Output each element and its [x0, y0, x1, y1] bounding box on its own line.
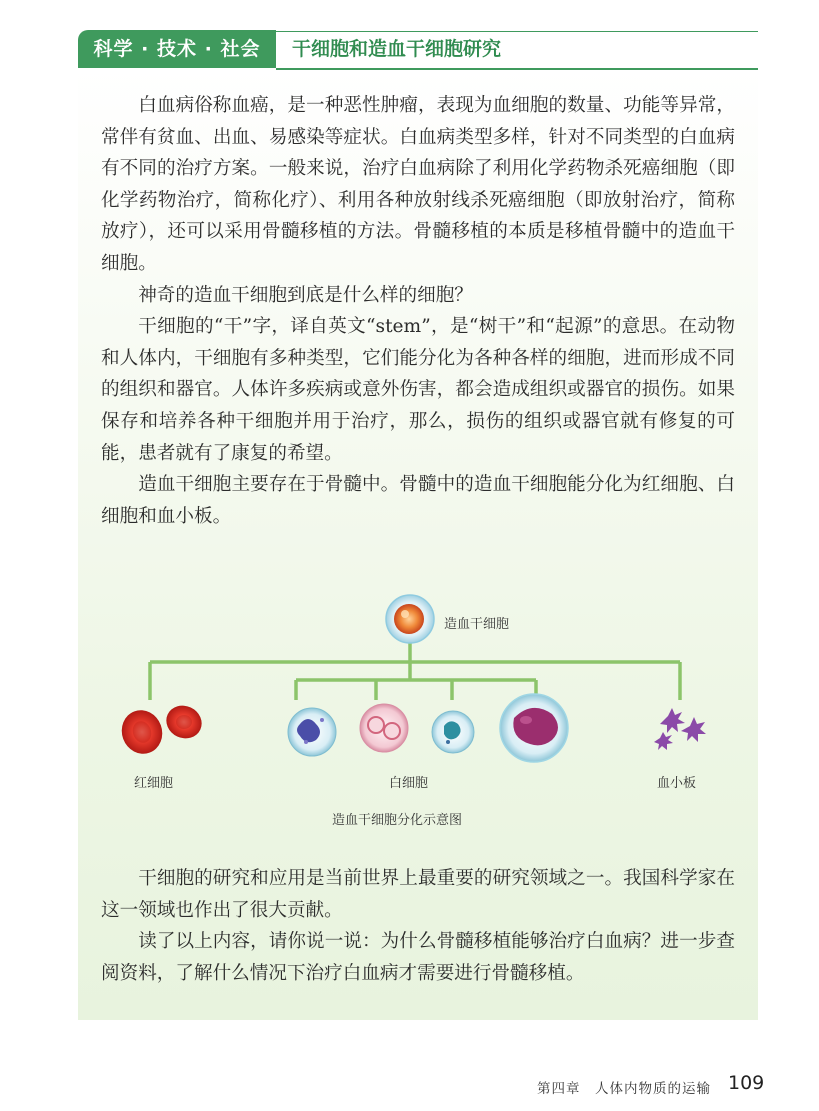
- white-cell-label: 白细胞: [389, 776, 429, 791]
- section-title: 干细胞和造血干细胞研究: [292, 38, 502, 60]
- differentiation-diagram: [100, 592, 736, 832]
- white-blood-cell-icon: [288, 694, 568, 762]
- platelet-label: 血小板: [657, 776, 697, 791]
- paragraph-question: 神奇的造血干细胞到底是什么样的细胞？: [138, 284, 473, 306]
- red-cell-label: 红细胞: [134, 776, 174, 791]
- stem-cell-icon: [386, 595, 434, 643]
- body-text-top: [101, 90, 735, 532]
- paragraph-hematopoietic: 造血干细胞主要存在于骨髓中。骨髓中的造血干细胞能分化为红细胞、白细胞和血小板。: [101, 474, 735, 527]
- page-number: 109: [728, 1072, 765, 1094]
- paragraph-exercise: 读了以上内容，请你说一说：为什么骨髓移植能够治疗白血病？进一步查阅资料，了解什么情况下治疗白血病才需要进行骨髓移植。: [101, 931, 735, 984]
- footer-chapter: 第四章 人体内物质的运输: [537, 1081, 711, 1097]
- stem-cell-label: 造血干细胞: [444, 617, 510, 632]
- body-text-bottom: [101, 863, 735, 989]
- diagram-caption: 造血干细胞分化示意图: [332, 813, 463, 828]
- paragraph-research: 干细胞的研究和应用是当前世界上最重要的研究领域之一。我国科学家在这一领域也作出了很大贡献。: [101, 868, 735, 921]
- header-rule: [276, 68, 758, 70]
- platelet-icon: [654, 708, 706, 750]
- section-tag: 科学 · 技术 · 社会: [78, 30, 276, 68]
- diagram-graphic: [100, 592, 736, 832]
- paragraph-leukemia: 白血病俗称血癌，是一种恶性肿瘤，表现为血细胞的数量、功能等异常，常伴有贫血、出血、易感染等症状。白血病类型多样，针对不同类型的白血病有不同的治疗方案。一般来说，治疗白血病除了利用化学药物杀死癌细胞（即化学药物治疗，简称化疗）、利用各种放射线杀死癌细胞（即放射治疗，简称放疗），还可以采用骨髓移植的方法。骨髓移植的本质是移植骨髓中的造血干细胞。: [101, 95, 735, 274]
- connector-lines: [150, 637, 680, 700]
- paragraph-stem-meaning: 干细胞的“干”字，译自英文“stem”，是“树干”和“起源”的意思。在动物和人体内，干细胞有多种类型，它们能分化为各种各样的细胞，进而形成不同的组织和器官。人体许多疾病或意外伤害，都会造成组织或器官的损伤。如果保存和培养各种干细胞并用于治疗，那么，损伤的组织或器官就有修复的可能，患者就有了康复的希望。: [101, 316, 735, 464]
- red-blood-cell-icon: [116, 700, 207, 760]
